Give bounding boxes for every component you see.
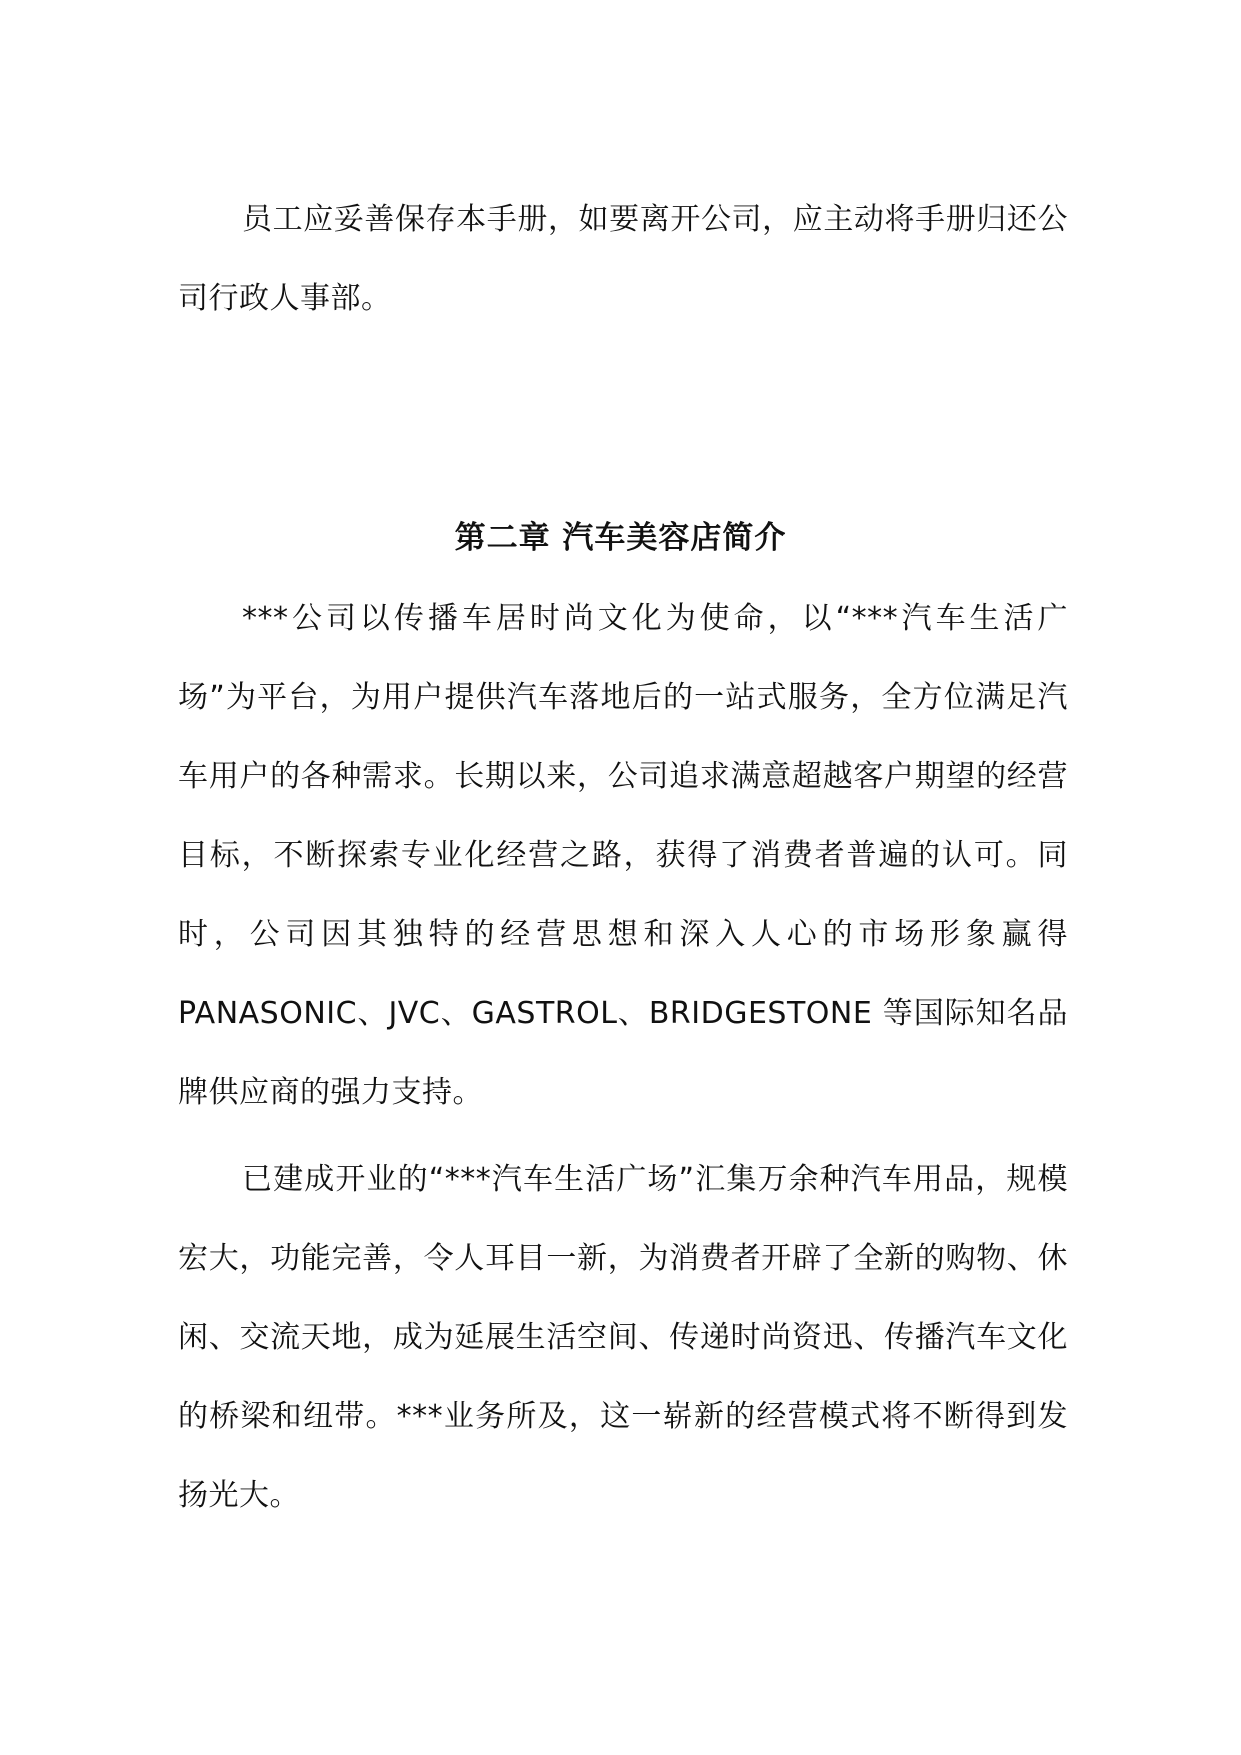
- paragraph-lifestyle-plaza: 已建成开业的“***汽车生活广场”汇集万余种汽车用品，规模宏大，功能完善，令人耳目一新，为消费者开辟了全新的购物、休闲、交流天地，成为延展生活空间、传递时尚资迅、传播汽车文化的桥梁和纽带。***业务所及，这一崭新的经营模式将不断得到发扬光大。: [178, 1162, 1068, 1513]
- chapter-title: 第二章 汽车美容店简介: [454, 520, 787, 556]
- paragraph-company-intro: ***公司以传播车居时尚文化为使命，以“***汽车生活广场”为平台，为用户提供汽车落地后的一站式服务，全方位满足汽车用户的各种需求。长期以来，公司追求满意超越客户期望的经营目标，不断探索专业化经营之路，获得了消费者普遍的认可。同时，公司因其独特的经营思想和深入人心的市场形象赢得 PANASONIC、JVC、GASTROL、BRIDGESTONE 等国际知名品牌供应商的强力支持。: [178, 601, 1068, 1110]
- paragraph-handbook-return: 员工应妥善保存本手册，如要离开公司，应主动将手册归还公司行政人事部。: [178, 202, 1068, 316]
